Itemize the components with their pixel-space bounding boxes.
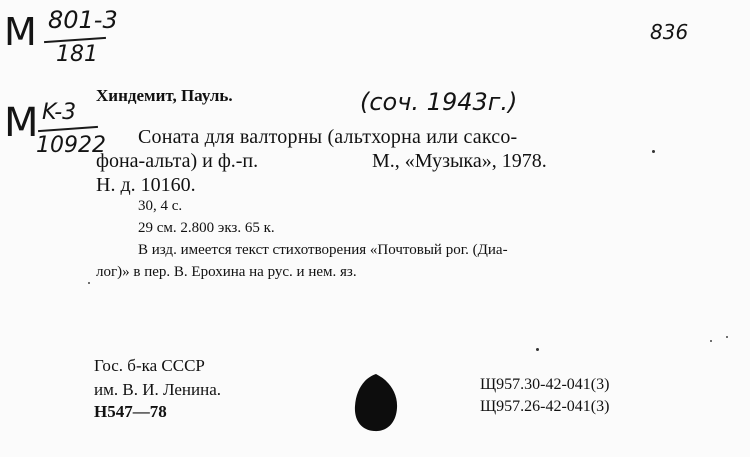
title-line-1: Соната для валторны (альтхорна или саксо- (138, 126, 518, 148)
scan-speck (726, 336, 728, 338)
scan-speck (710, 340, 712, 342)
title-line-2: фона-альта) и ф.-п. (96, 150, 259, 172)
corner-number: 836 (650, 20, 689, 44)
scan-speck (536, 348, 539, 351)
scan-speck (88, 282, 90, 284)
physical-description: 29 см. 2.800 экз. 65 к. (138, 220, 275, 236)
shelfmark-2-letter: M (4, 100, 39, 146)
shelfmark-1-letter: M (4, 10, 37, 54)
shelfmark-2-fraction-line (38, 126, 98, 132)
classification-code-1: Щ957.30-42-041(3) (480, 376, 610, 393)
shelfmark-1-top: 801-3 (48, 6, 118, 34)
composition-year-note: (соч. 1943г.) (360, 88, 518, 116)
library-name-2: им. В. И. Ленина. (94, 380, 222, 399)
shelfmark-1-bottom: 181 (56, 42, 98, 67)
classification-code-2: Щ957.26-42-041(3) (480, 398, 610, 415)
author-heading: Хиндемит, Пауль. (96, 86, 233, 105)
pages: 30, 4 с. (138, 198, 183, 214)
plate-number: Н. д. 10160. (96, 174, 196, 196)
card-number: Н547—78 (94, 402, 167, 421)
shelfmark-2-top: K-3 (42, 100, 77, 125)
note-line-1: В изд. имеется текст стихотворения «Почтовый рог. (Диа- (138, 242, 508, 258)
publisher: М., «Музыка», 1978. (372, 150, 547, 172)
shelfmark-2-bottom: 10922 (36, 133, 106, 158)
note-line-2: лог)» в пер. В. Ерохина на рус. и нем. яз. (96, 264, 357, 280)
scan-speck (652, 150, 655, 153)
punch-hole (352, 372, 400, 434)
library-name: Гос. б-ка СССР (94, 356, 205, 375)
